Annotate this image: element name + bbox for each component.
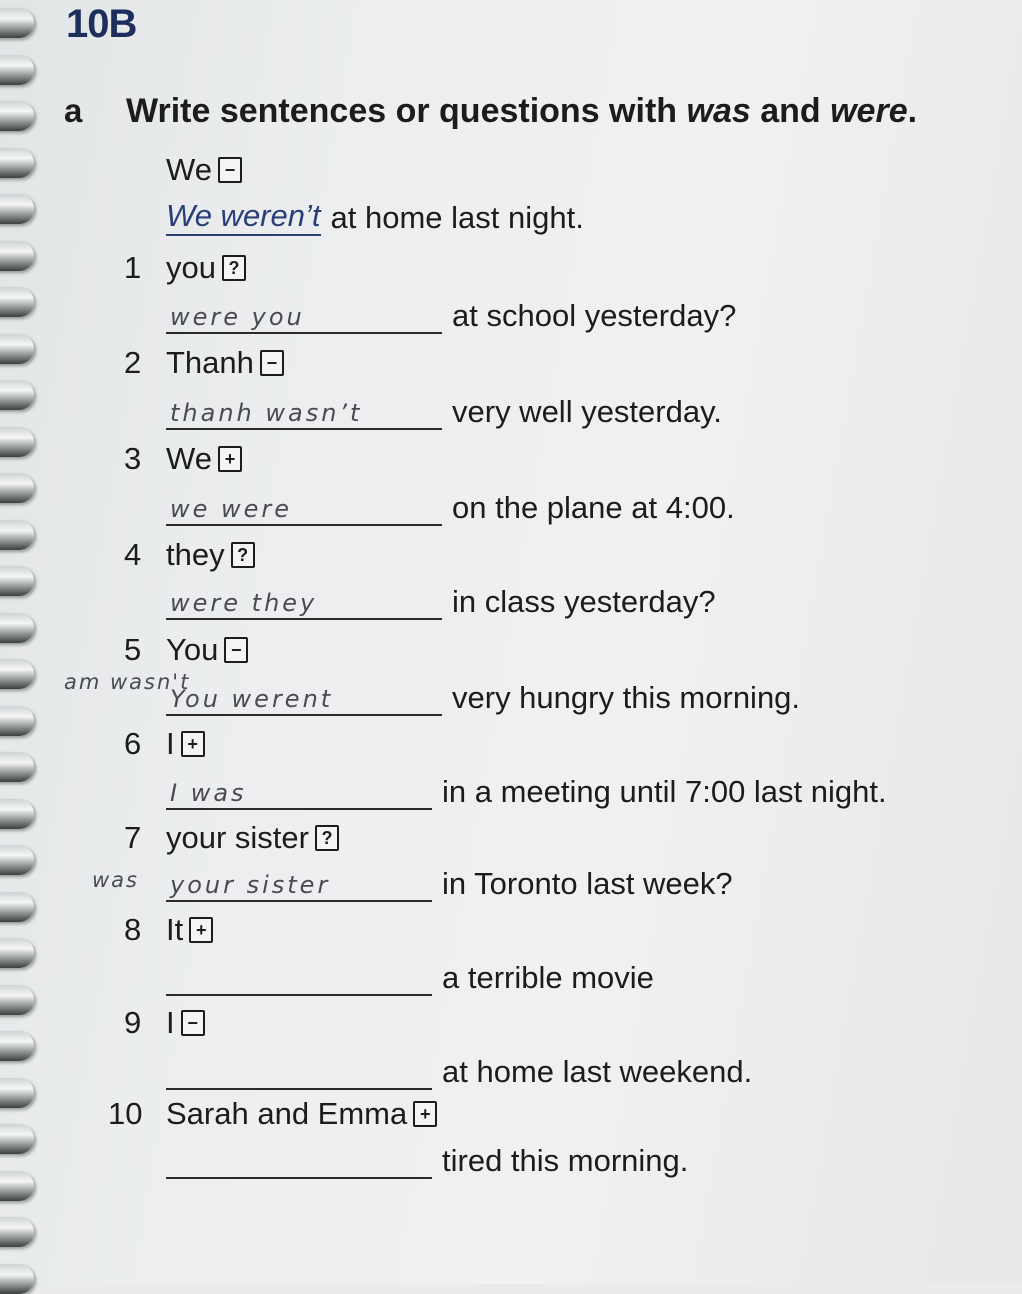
spiral-ring xyxy=(0,566,34,596)
item-prompt xyxy=(124,537,255,573)
answer-blank[interactable] xyxy=(166,298,442,334)
item-number: 4 xyxy=(124,537,142,572)
item-prompt xyxy=(124,820,339,856)
answer-blank[interactable] xyxy=(166,490,442,526)
spiral-ring xyxy=(0,1124,34,1154)
example-answer-line xyxy=(166,198,584,236)
spiral-ring xyxy=(0,845,34,875)
item-subject: you xyxy=(166,250,216,285)
negative-symbol-icon: − xyxy=(181,1010,205,1036)
item-completion: at home last weekend. xyxy=(442,1054,753,1089)
answer-blank[interactable] xyxy=(166,960,432,996)
item-subject: they xyxy=(166,537,225,572)
item-answer-line xyxy=(166,866,733,902)
item-prompt xyxy=(124,250,246,286)
spiral-ring xyxy=(0,799,34,829)
spiral-ring xyxy=(0,985,34,1015)
answer-blank[interactable] xyxy=(166,394,442,430)
positive-symbol-icon: + xyxy=(218,446,242,472)
answer-blank[interactable] xyxy=(166,584,442,620)
item-answer-line xyxy=(166,490,735,526)
answer-blank[interactable] xyxy=(166,1054,432,1090)
item-completion: at school yesterday? xyxy=(452,298,737,333)
handwritten-answer: You werent xyxy=(170,685,334,713)
answer-blank[interactable] xyxy=(166,680,442,716)
spiral-ring xyxy=(0,613,34,643)
item-prompt xyxy=(124,912,213,948)
spiral-ring xyxy=(0,287,34,317)
item-prompt xyxy=(124,632,248,668)
instruction-text-3: . xyxy=(907,92,918,130)
item-prompt xyxy=(108,1096,437,1132)
spiral-ring xyxy=(0,148,34,178)
spiral-ring xyxy=(0,8,34,38)
handwritten-answer: your sister xyxy=(170,871,331,899)
spiral-ring xyxy=(0,241,34,271)
spiral-ring xyxy=(0,334,34,364)
item-completion: on the plane at 4:00. xyxy=(452,490,735,525)
item-answer-line xyxy=(166,774,887,810)
spiral-ring xyxy=(0,659,34,689)
example-subject: We xyxy=(166,152,212,187)
item-completion: very well yesterday. xyxy=(452,394,722,429)
item-prompt xyxy=(124,1005,205,1041)
answer-blank[interactable] xyxy=(166,1143,432,1179)
item-subject: I xyxy=(166,726,175,761)
instruction-text-2: and xyxy=(750,92,831,130)
item-prompt xyxy=(124,441,242,477)
spiral-ring xyxy=(0,752,34,782)
item-number: 7 xyxy=(124,820,142,855)
example-answer: We weren’t xyxy=(166,198,321,236)
answer-blank[interactable] xyxy=(166,774,432,810)
spiral-ring xyxy=(0,520,34,550)
negative-symbol-icon: − xyxy=(260,350,284,376)
item-answer-line xyxy=(166,1054,752,1090)
spiral-ring xyxy=(0,892,34,922)
negative-symbol-icon: − xyxy=(218,157,242,183)
instruction-word-was: was xyxy=(686,92,751,130)
section-letter: a xyxy=(64,92,83,129)
handwritten-answer: were they xyxy=(170,589,318,617)
item-answer-line xyxy=(166,584,716,620)
margin-note-item-7: was xyxy=(92,868,139,892)
item-completion: a terrible movie xyxy=(442,960,654,995)
answer-blank[interactable] xyxy=(166,866,432,902)
item-subject: You xyxy=(166,632,219,667)
item-number: 3 xyxy=(124,441,142,476)
item-subject: your sister xyxy=(166,820,309,855)
item-subject: I xyxy=(166,1005,175,1040)
item-subject: Thanh xyxy=(166,345,254,380)
positive-symbol-icon: + xyxy=(181,731,205,757)
instruction-word-were: were xyxy=(830,92,908,130)
question-symbol-icon: ? xyxy=(231,542,255,568)
item-subject: We xyxy=(166,441,212,476)
spiral-ring xyxy=(0,101,34,131)
instruction-text-1: Write sentences or questions with xyxy=(126,92,687,130)
item-answer-line xyxy=(166,1143,688,1179)
margin-note-item-5: am wasn't xyxy=(64,670,191,694)
spiral-ring xyxy=(0,1264,34,1294)
spiral-ring xyxy=(0,1078,34,1108)
exercise-instruction xyxy=(126,92,917,131)
negative-symbol-icon: − xyxy=(224,637,248,663)
item-number: 10 xyxy=(108,1096,143,1131)
question-symbol-icon: ? xyxy=(315,825,339,851)
item-number: 5 xyxy=(124,632,142,667)
handwritten-answer: were you xyxy=(170,303,305,331)
positive-symbol-icon: + xyxy=(189,917,213,943)
item-subject: It xyxy=(166,912,184,947)
spiral-ring xyxy=(0,938,34,968)
item-prompt xyxy=(124,345,284,381)
item-answer-line xyxy=(166,394,722,430)
handwritten-answer: I was xyxy=(170,779,247,807)
item-number: 6 xyxy=(124,726,142,761)
spiral-ring xyxy=(0,427,34,457)
example-completion: at home last night. xyxy=(330,200,584,235)
spiral-ring xyxy=(0,1171,34,1201)
spiral-ring xyxy=(0,1217,34,1247)
example-prompt xyxy=(166,152,242,188)
item-completion: in Toronto last week? xyxy=(442,866,733,901)
spiral-ring xyxy=(0,706,34,736)
positive-symbol-icon: + xyxy=(413,1101,437,1127)
spiral-ring xyxy=(0,55,34,85)
item-answer-line xyxy=(166,960,654,996)
item-number: 9 xyxy=(124,1005,142,1040)
handwritten-answer: thanh wasn’t xyxy=(170,399,363,427)
spiral-ring xyxy=(0,473,34,503)
spiral-ring xyxy=(0,194,34,224)
item-subject: Sarah and Emma xyxy=(166,1096,408,1131)
item-completion: in a meeting until 7:00 last night. xyxy=(442,774,887,809)
item-completion: in class yesterday? xyxy=(452,584,716,619)
spiral-ring xyxy=(0,1031,34,1061)
item-prompt xyxy=(124,726,205,762)
spiral-ring xyxy=(0,380,34,410)
handwritten-answer: we were xyxy=(170,495,293,523)
item-completion: very hungry this morning. xyxy=(452,680,801,715)
item-answer-line xyxy=(166,680,800,716)
unit-heading: 10B xyxy=(66,2,137,46)
item-number: 1 xyxy=(124,250,142,285)
item-number: 2 xyxy=(124,345,142,380)
item-completion: tired this morning. xyxy=(442,1143,689,1178)
item-answer-line xyxy=(166,298,736,334)
item-number: 8 xyxy=(124,912,142,947)
question-symbol-icon: ? xyxy=(222,255,246,281)
spiral-binding xyxy=(0,0,60,1284)
